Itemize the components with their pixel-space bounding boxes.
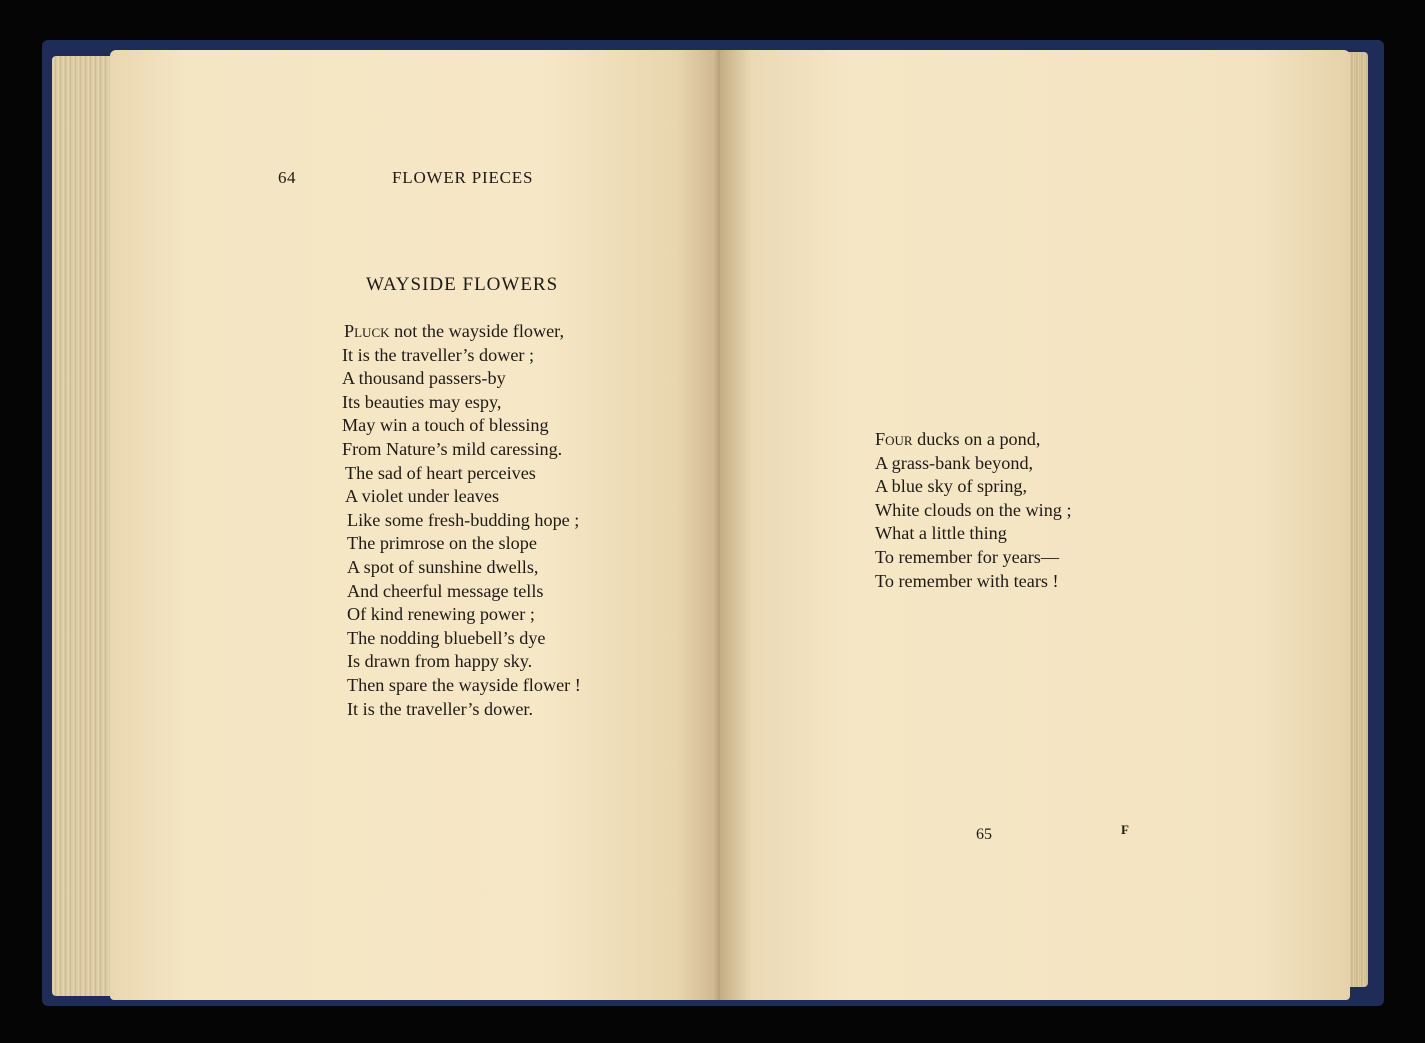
- poem-line: A thousand passers-by: [342, 368, 506, 389]
- first-line-rest: ducks on a pond,: [912, 429, 1041, 449]
- first-line-rest: not the wayside flower,: [389, 321, 565, 341]
- poem-line: The sad of heart perceives: [345, 462, 536, 483]
- poem-line: It is the traveller’s dower.: [347, 698, 534, 719]
- poem-line: Of kind renewing power ;: [347, 604, 535, 625]
- right-page-number: 65: [976, 826, 992, 843]
- poem-line: A blue sky of spring,: [875, 476, 1028, 497]
- poem-line: [342, 320, 581, 344]
- left-page-number: 64: [278, 168, 296, 187]
- poem-line: The nodding bluebell’s dye: [347, 627, 546, 648]
- poem-line: May win a touch of blessing: [342, 415, 549, 436]
- poem-line: To remember with tears !: [875, 570, 1059, 591]
- poem-title: WAYSIDE FLOWERS: [366, 274, 559, 295]
- poem-line: [875, 428, 1072, 452]
- poem-line: To remember for years—: [875, 546, 1060, 567]
- poem-wayside-flowers: [342, 320, 581, 721]
- poem-line: A spot of sunshine dwells,: [347, 556, 539, 577]
- poem-line: And cheerful message tells: [347, 580, 544, 601]
- first-word: Pluck: [344, 321, 390, 341]
- poem-four-ducks: [875, 428, 1072, 593]
- running-head: FLOWER PIECES: [392, 168, 534, 187]
- signature-mark: F: [1121, 822, 1129, 837]
- poem-line: Like some fresh-budding hope ;: [347, 509, 580, 530]
- poem-line: Then spare the wayside flower !: [347, 674, 581, 695]
- poem-line: White clouds on the wing ;: [875, 499, 1072, 520]
- left-page: [110, 50, 725, 1000]
- first-word: Four: [875, 429, 913, 449]
- poem-line: From Nature’s mild caressing.: [342, 438, 563, 459]
- poem-line: What a little thing: [875, 523, 1007, 544]
- poem-line: A violet under leaves: [345, 486, 500, 507]
- poem-line: A grass-bank beyond,: [875, 452, 1034, 473]
- poem-line: The primrose on the slope: [347, 533, 537, 554]
- poem-line: Its beauties may espy,: [342, 391, 502, 412]
- poem-line: Is drawn from happy sky.: [347, 651, 533, 672]
- poem-line: It is the traveller’s dower ;: [342, 344, 535, 365]
- right-page: [720, 50, 1350, 1000]
